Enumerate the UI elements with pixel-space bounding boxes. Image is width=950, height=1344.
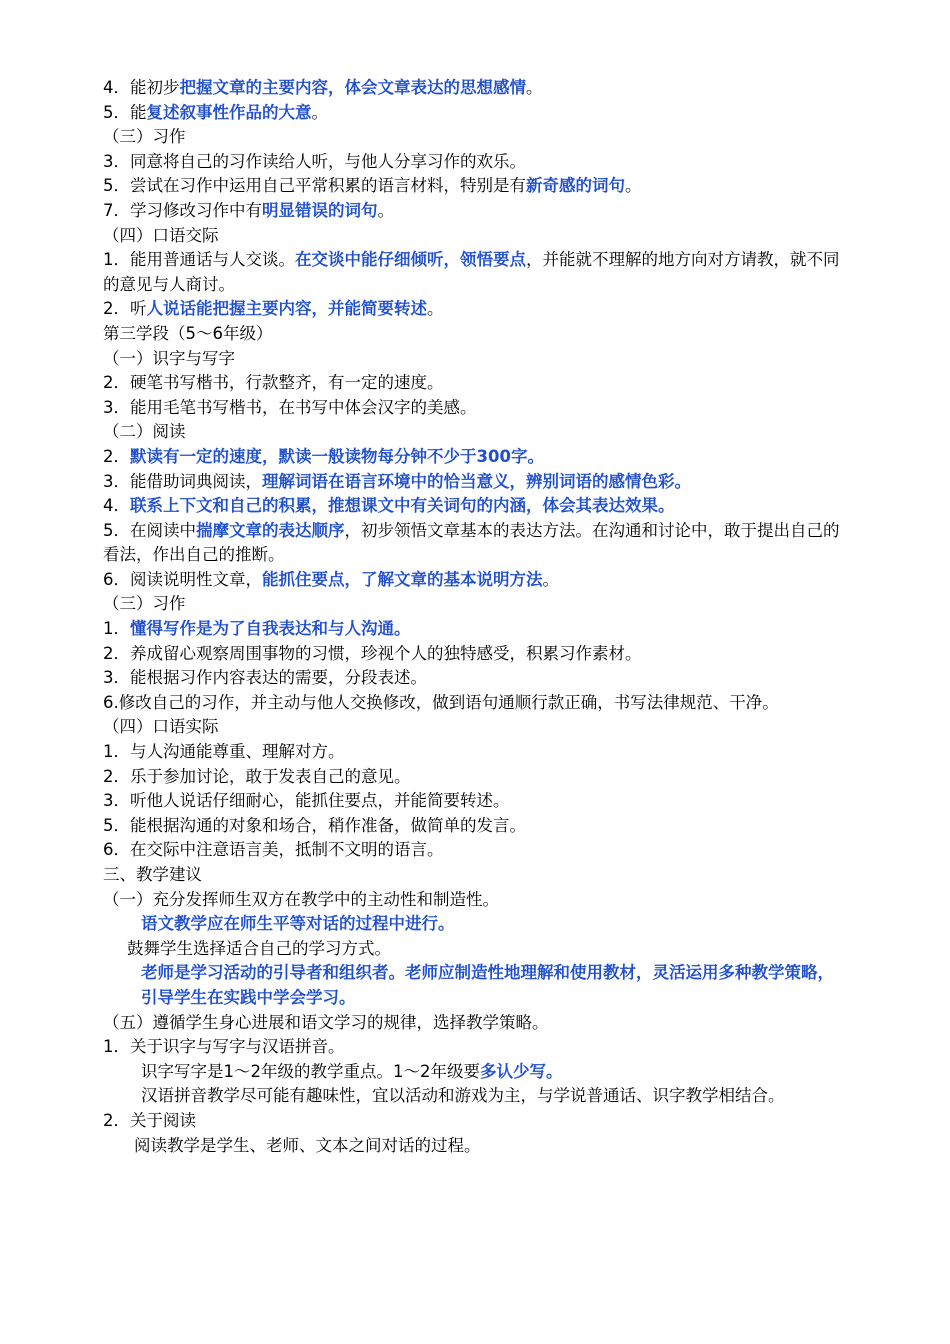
text-segment: 5．尝试在习作中运用自己平常积累的语言材料，特别是有 — [103, 176, 526, 196]
text-segment: 三、教学建议 — [103, 865, 202, 884]
text-segment: 6．阅读说明性文章， — [103, 569, 262, 589]
text-segment: 3．能用毛笔书写楷书，在书写中体会汉字的美感。 — [103, 397, 477, 417]
text-line — [103, 396, 843, 421]
text-line — [103, 1060, 843, 1085]
text-segment: 3．能借助词典阅读， — [103, 471, 262, 491]
text-line — [103, 642, 843, 667]
text-line — [103, 1109, 843, 1134]
highlighted-text: 在交谈中能仔细倾听，领悟要点 — [295, 250, 526, 270]
text-line — [103, 519, 843, 568]
text-line — [103, 445, 843, 470]
text-segment: 7．学习修改习作中有 — [103, 200, 262, 220]
text-line — [103, 765, 843, 790]
text-segment: ，初步领悟文章基本的表达方法。在沟通和讨论中，敢于提出自己的看法，作出自己的推断。 — [103, 520, 840, 565]
highlighted-text: 揣摩文章的表达顺序 — [196, 520, 345, 540]
highlighted-text: 能抓住要点，了解文章的基本说明方法 — [262, 569, 543, 589]
text-line — [103, 347, 843, 372]
document-body — [103, 76, 843, 1158]
text-line — [103, 224, 843, 249]
text-line — [103, 322, 843, 347]
text-line — [103, 814, 843, 839]
highlighted-text: 老师是学习活动的引导者和组织者。老师应制造性地理解和使用教材，灵活运用多种教学策略，引导学生在实践中学会学习。 — [141, 963, 834, 1007]
text-line — [103, 76, 843, 101]
text-line — [103, 371, 843, 396]
highlighted-text: 明显错误的词句 — [262, 200, 378, 220]
text-segment: （二）阅读 — [103, 422, 186, 442]
text-segment: 4． — [103, 496, 130, 516]
highlighted-text: 复述叙事性作品的大意 — [146, 102, 312, 122]
text-line — [103, 691, 843, 716]
text-segment: 5．能 — [103, 102, 147, 122]
text-line — [103, 1134, 843, 1159]
text-segment: 5．能根据沟通的对象和场合，稍作准备，做简单的发言。 — [103, 815, 526, 835]
text-segment: （三）习作 — [103, 594, 186, 614]
text-line — [103, 101, 843, 126]
text-segment: 1．能用普通话与人交谈。 — [103, 250, 295, 270]
text-segment: 。 — [427, 299, 444, 319]
text-segment: （一）识字与写字 — [103, 348, 235, 368]
text-line — [103, 617, 843, 642]
text-line — [103, 248, 843, 297]
text-segment: 鼓舞学生选择适合自己的学习方式。 — [127, 938, 391, 958]
text-segment: 。 — [311, 102, 328, 122]
text-segment: （一）充分发挥师生双方在教学中的主动性和制造性。 — [103, 889, 499, 909]
text-line — [103, 863, 843, 888]
text-segment: 。 — [625, 176, 642, 196]
text-segment: 1． — [103, 619, 130, 639]
text-line — [103, 470, 843, 495]
highlighted-text: 懂得写作是为了自我表达和与人沟通。 — [130, 619, 411, 639]
highlighted-text: 语文教学应在师生平等对话的过程中进行。 — [141, 914, 455, 934]
highlighted-text: 多认少写。 — [480, 1061, 563, 1081]
highlighted-text: 理解词语在语言环境中的恰当意义，辨别词语的感情色彩。 — [262, 471, 691, 491]
text-line — [103, 174, 843, 199]
text-line — [103, 150, 843, 175]
text-line — [103, 740, 843, 765]
text-segment: 3．听他人说话仔细耐心，能抓住要点，并能简要转述。 — [103, 791, 510, 811]
text-segment: 1．关于识字与写字与汉语拼音。 — [103, 1037, 345, 1057]
highlighted-text: 新奇感的词句 — [526, 176, 625, 196]
text-line — [103, 937, 843, 962]
text-line — [103, 666, 843, 691]
text-segment: 第三学段（5～6年级） — [103, 323, 273, 343]
text-line — [103, 494, 843, 519]
text-line — [103, 1035, 843, 1060]
text-segment: 2．关于阅读 — [103, 1110, 196, 1130]
text-segment: （五）遵循学生身心进展和语文学习的规律，选择教学策略。 — [103, 1012, 549, 1032]
text-line — [103, 125, 843, 150]
text-segment: 4．能初步 — [103, 78, 180, 97]
text-segment: 6．在交际中注意语言美，抵制不文明的语言。 — [103, 840, 444, 860]
text-segment: 1．与人沟通能尊重、理解对方。 — [103, 742, 345, 762]
text-line — [103, 888, 843, 913]
highlighted-text: 默读有一定的速度，默读一般读物每分钟不少于300字。 — [130, 446, 544, 466]
text-segment: 2．养成留心观察周围事物的习惯，珍视个人的独特感受，积累习作素材。 — [103, 643, 642, 663]
text-line — [103, 592, 843, 617]
text-segment: 3．同意将自己的习作读给人听，与他人分享习作的欢乐。 — [103, 151, 526, 171]
text-segment: 。 — [542, 569, 559, 589]
text-segment: ，并能就不理解的地方向对方请教，就不同的意见与人商讨。 — [103, 250, 840, 294]
text-segment: 3．能根据习作内容表达的需要，分段表述。 — [103, 668, 427, 688]
text-segment: 5．在阅读中 — [103, 520, 196, 540]
highlighted-text: 人说话能把握主要内容，并能简要转述 — [146, 299, 427, 319]
text-line — [103, 715, 843, 740]
text-segment: 6.修改自己的习作，并主动与他人交换修改，做到语句通顺行款正确，书写法律规范、干净。 — [103, 692, 779, 712]
text-line — [103, 838, 843, 863]
text-segment: 2． — [103, 446, 130, 466]
highlighted-text: 把握文章的主要内容，体会文章表达的思想感情 — [179, 78, 526, 97]
text-line — [103, 420, 843, 445]
text-line — [103, 961, 843, 1010]
text-line — [103, 912, 843, 937]
highlighted-text: 联系上下文和自己的积累，推想课文中有关词句的内涵，体会其表达效果。 — [130, 496, 675, 516]
text-segment: 识字写字是1～2年级的教学重点。1～2年级要 — [141, 1061, 480, 1081]
text-segment: 2．听 — [103, 299, 147, 319]
text-segment: 2．硬笔书写楷书，行款整齐，有一定的速度。 — [103, 373, 444, 393]
text-line — [103, 199, 843, 224]
text-segment: 。 — [377, 200, 394, 220]
text-segment: 汉语拼音教学尽可能有趣味性，宜以活动和游戏为主，与学说普通话、识字教学相结合。 — [141, 1086, 785, 1106]
text-segment: （四）口语实际 — [103, 717, 219, 737]
text-line — [103, 297, 843, 322]
text-line — [103, 1084, 843, 1109]
text-segment: 2．乐于参加讨论，敢于发表自己的意见。 — [103, 766, 411, 786]
text-line — [103, 568, 843, 593]
text-segment: （三）习作 — [103, 127, 186, 147]
text-line — [103, 1011, 843, 1036]
text-segment: 。 — [526, 78, 543, 97]
text-line — [103, 789, 843, 814]
text-segment: （四）口语交际 — [103, 225, 219, 245]
text-segment: 阅读教学是学生、老师、文本之间对话的过程。 — [134, 1135, 481, 1155]
